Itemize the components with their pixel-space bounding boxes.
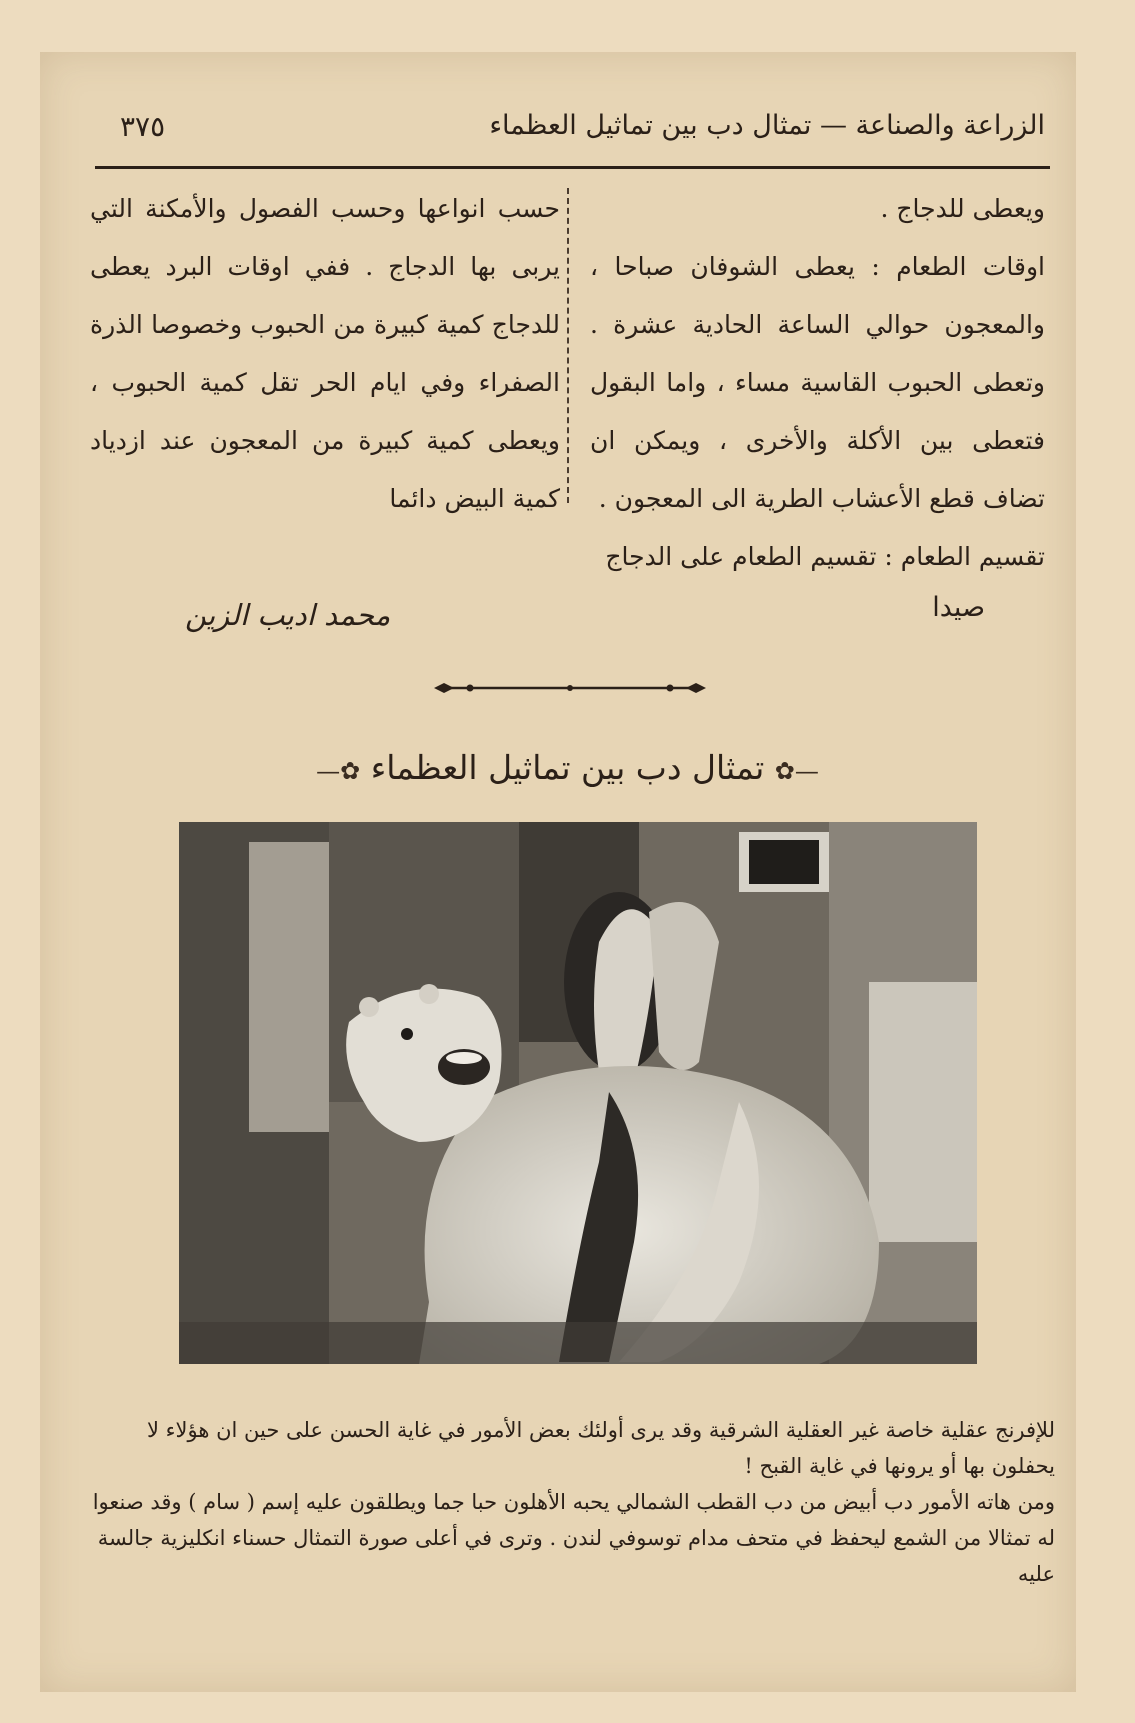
paragraph: تقسيم الطعام : تقسيم الطعام على الدجاج [605, 542, 1045, 571]
dateline-place: صيدا [932, 592, 985, 623]
photo-caption-intro [82, 1412, 1055, 1484]
flourish-icon: —✿ [774, 757, 819, 785]
caption-paragraph: ومن هاته الأمور دب أبيض من دب القطب الشمالي يحبه الأهلون حبا جما ويطلقون عليه إسم ( سام ) وقد صنعوا له تمثالا من الشمع ليحفظ في متحف مدام توسوفي لندن . وترى في أعلى صورة التمثال حسناء انكليزية جالسة عليه [92, 1490, 1055, 1586]
article-title-row [0, 748, 1135, 787]
article-title: تمثال دب بين تماثيل العظماء [370, 748, 765, 787]
paragraph: اوقات الطعام : يعطى الشوفان صباحا ، والمعجون حوالي الساعة الحادية عشرة . وتعطى الحبوب القاسية مساء ، واما البقول فتعطى بين الأكلة والأخرى ، ويمكن ان تضاف قطع الأعشاب الطرية الى المعجون . [590, 252, 1045, 513]
page-number: ٣٧٥ [120, 110, 166, 143]
caption-paragraph: للإفرنج عقلية خاصة غير العقلية الشرقية وقد يرى أولئك بعض الأمور في غاية الحسن على حين ان هؤلاء لا يحفلون بها أو يرونها في غاية القبح ! [147, 1418, 1055, 1478]
header-rule [95, 166, 1050, 169]
header-title: الزراعة والصناعة — تمثال دب بين تماثيل العظماء [489, 110, 1045, 141]
paragraph: ويعطى للدجاج . [880, 194, 1045, 223]
left-column [90, 180, 560, 528]
column-divider [567, 188, 569, 503]
flourish-icon: ✿— [316, 757, 361, 785]
bear-statue-photo [179, 822, 977, 1364]
right-column [590, 180, 1045, 586]
paragraph: حسب انواعها وحسب الفصول والأمكنة التي يربى بها الدجاج . ففي اوقات البرد يعطى للدجاج كمية كبيرة من الحبوب وخصوصا الذرة الصفراء وفي ايام الحر تقل كمية الحبوب ، ويعطى كمية كبيرة من المعجون عند ازدياد كمية البيض دائما [90, 194, 560, 513]
photo-caption-body [82, 1484, 1055, 1592]
section-divider-ornament [430, 676, 710, 700]
running-header [100, 110, 1045, 160]
author-signature: محمد اديب الزين [185, 598, 391, 632]
